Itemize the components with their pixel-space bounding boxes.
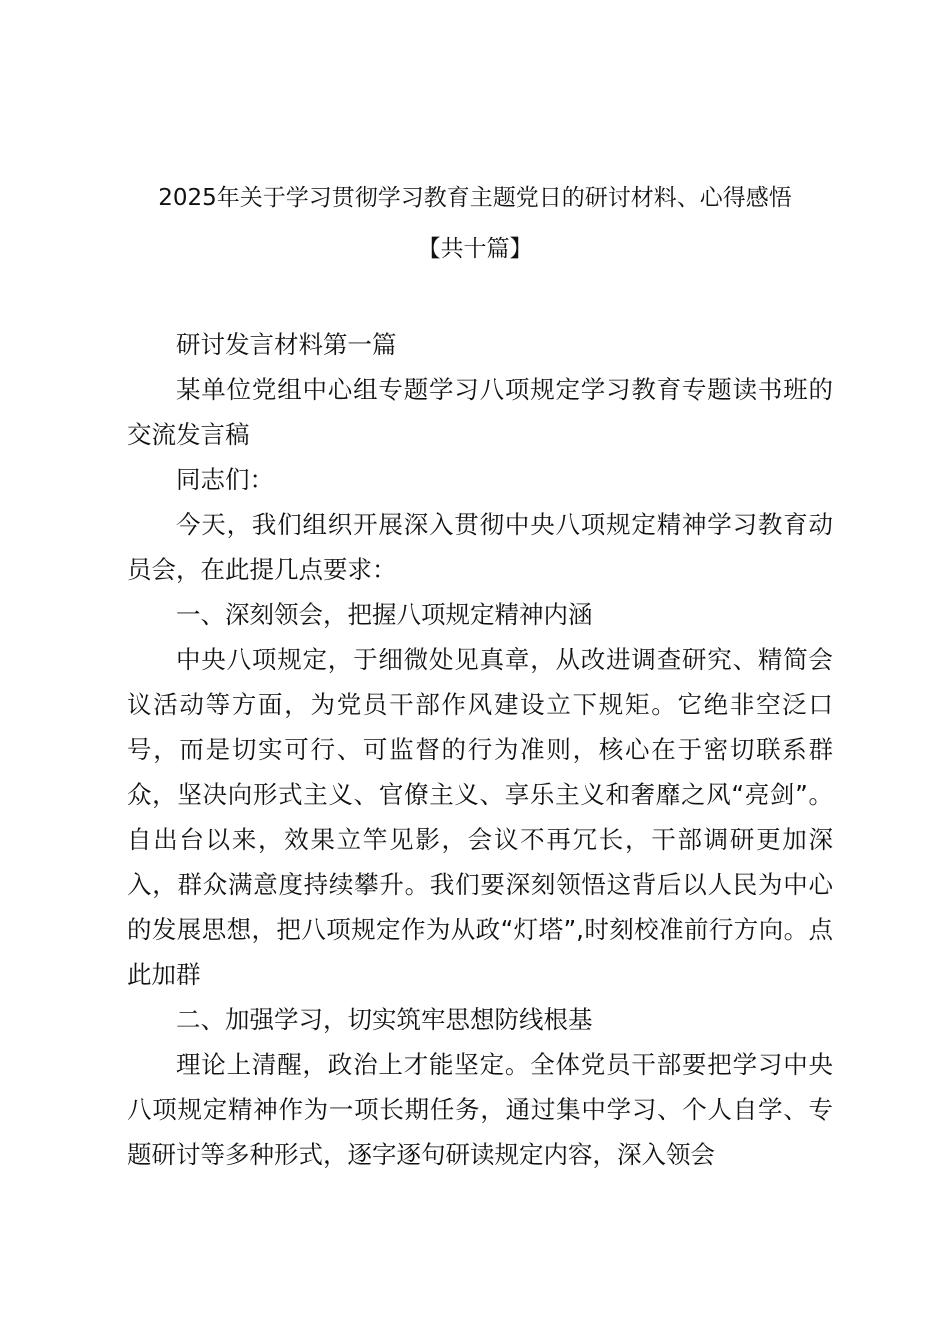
subheading-1: 一、深刻领会，把握八项规定精神内涵 <box>176 600 593 629</box>
document-title-line-2: 【共十篇】 <box>417 236 533 262</box>
speech-title: 某单位党组中心组专题学习八项规定学习教育专题读书班的交流发言稿 <box>127 375 833 449</box>
document-title-line-1: 2025年关于学习贯彻学习教育主题党日的研讨材料、心得感悟 <box>158 185 792 211</box>
section-heading: 研讨发言材料第一篇 <box>176 330 397 359</box>
salutation: 同志们： <box>176 465 274 494</box>
paragraph-1: 中央八项规定，于细微处见真章，从改进调查研究、精简会议活动等方面，为党员干部作风建设立下规矩。它绝非空泛口号，而是切实可行、可监督的行为准则，核心在于密切联系群众，坚决向形式主义、官僚主义、享乐主义和奢靡之风“亮剑”。自出台以来，效果立竿见影，会议不再冗长，干部调研更加深入，群众满意度持续攀升。我们要深刻领悟这背后以人民为中心的发展思想，把八项规定作为从政“灯塔”,时刻校准前行方向。点此加群 <box>127 645 833 989</box>
document-body <box>127 322 833 1177</box>
subheading-2: 二、加强学习，切实筑牢思想防线根基 <box>176 1005 593 1034</box>
paragraph-intro: 今天，我们组织开展深入贯彻中央八项规定精神学习教育动员会，在此提几点要求： <box>127 510 833 584</box>
paragraph-2: 理论上清醒，政治上才能坚定。全体党员干部要把学习中央八项规定精神作为一项长期任务，通过集中学习、个人自学、专题研讨等多种形式，逐字逐句研读规定内容，深入领会 <box>127 1050 833 1169</box>
